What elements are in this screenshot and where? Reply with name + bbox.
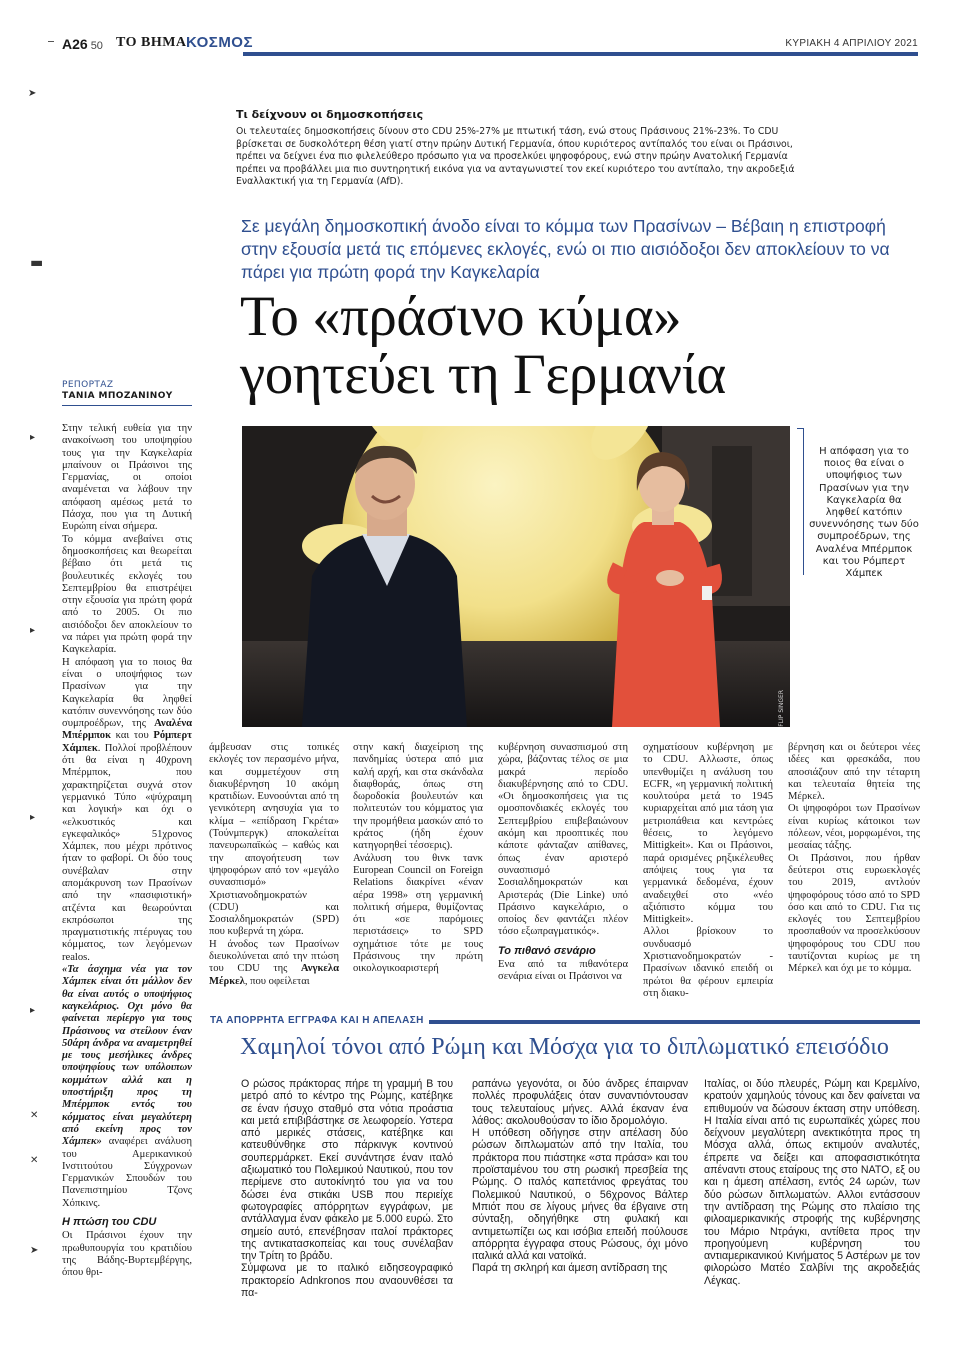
margin-mark: ▸ xyxy=(30,625,36,636)
person-name: Ανγκελα Μέρκελ xyxy=(209,963,339,987)
paragraph: ραπάνω γεγονότα, οι δύο άνδρες έπαιρναν πολλές προφυλάξεις όταν συναντιόντουσαν τους τελευταίους μήνες. Αλλά έκαναν ένα λάθος: ακολουθούσαν το ίδιο δρομολόγιο. xyxy=(472,1078,688,1127)
header-rule xyxy=(243,52,918,56)
article-column-3 xyxy=(353,742,483,976)
article-column-1 xyxy=(62,423,192,1279)
poll-box-text: Οι τελευταίες δημοσκοπήσεις δίνουν στο CDU 25%-27% με πτωτική τάση, ενώ στους Πράσινους 21%-23%. Το CDU βρίσκεται σε δυσκολότερη θέση γιατί στην πρώην Δυτική Γερμανία, όπου κυριότερος αντίπαλός του είναι οι Πράσινοι, πρέπει να δείχνει ένα πιο φιλελεύθερο πρόσωπο για να προσελκύει ψηφοφόρους, ενώ στην πρώην Ανατολική Γερμανία πρέπει να προβάλλει μια πιο συντηρητική εικόνα για να ανταγωνιστεί τον εκεί κυριότερο του αντίπαλο, την ακροδεξιά Εναλλακτική για τη Γερμανία (AfD). xyxy=(236,126,795,188)
paragraph: σχηματίσουν κυβέρνηση με το CDU. Αλλωστε, όπως υπενθυμίζει η ανάλυση του ECFR, «η γερμανική πολιτική κουλτούρα μετά το 1945 κυριαρχείται από μια τάση για μετριοπάθεια και κεντρώες θέσεις, το λεγόμενο Mittigkeit». Και οι Πράσινοι, παρά ορισμένες ρηξικέλευθες απόψεις τους για τα γερμανικά δεδομένα, έχουν αναδειχθεί στο «νέο αξιόπιστο κόμμα του Mittigkeit». xyxy=(643,742,773,926)
paragraph: Ιταλίας, οι δύο πλευρές, Ρώμη και Κρεμλίνο, κρατούν χαμηλούς τόνους και δεν φαίνεται να επιθυμούν να δώσουν έκταση στην υπόθεση. Η Ιταλία είναι από τις ευρωπαϊκές χώρες που δείχνουν μεγαλύτερη ανεκτικότητα προς τη Μόσχα αλλά, όπως εκτιμούν αναλυτές, έπρεπε να δείξει και αποφασιστικότητα απέναντι στους εταίρους της στο ΝΑΤΟ, εξ ου και η άμεση απέλαση, εντός 24 ωρών, των δύο ρώσων διπλωματών. Αλλοι εντάσσουν την αντίδραση της Ρώμης στο πλαίσιο της φιλοαμερικανικής στροφής της κυβέρνησης του Μάριο Ντράγκι, αντίθετα προς την προηγούμενη κυβέρνηση του αντιαμερικανικού Κινήματος 5 Αστέρων με τον φιλορώσο Ματέο Σαλβίνι της ακροδεξιάς Λέγκας. xyxy=(704,1078,920,1287)
margin-mark: ✕ xyxy=(30,1155,39,1166)
caption-bracket xyxy=(797,428,804,575)
subheading: Το πιθανό σενάριο xyxy=(498,944,596,957)
headline-line-2: γοητεύει τη Γερμανία xyxy=(240,343,726,406)
paragraph: Το κόμμα ανεβαίνει στις δημοσκοπήσεις και θεωρείται βέβαιο ότι μετά τις βουλευτικές εκλογές του Σεπτεμβρίου θα επιστρέψει στην εξουσία για πρώτη φορά από το 2005. Οι πιο αισιόδοξοι δεν αποκλείουν το να πάρει για πρώτη φορά την Καγκελαρία. xyxy=(62,533,192,656)
person-name: Αναλένα Μπέρμποκ xyxy=(62,718,192,742)
paragraph: βέρνηση και οι δεύτεροι νέες ιδέες και φρεσκάδα, που αποσιάζουν από την τέταρτη και τελευταία θητεία της Μέρκελ. xyxy=(788,742,920,803)
photo-illustration xyxy=(242,426,790,727)
person-name: Ρόμπερτ Χάμπεκ xyxy=(62,730,192,754)
photo-caption: Η απόφαση για το ποιος θα είναι ο υποψήφιος των Πρασίνων για την Καγκελαρία θα ληφθεί κατόπιν συνεννόησης των δύο συμπροέδρων, της Αναλένα Μπέρμποκ και του Ρόμπερτ Χάμπεκ xyxy=(809,446,919,580)
second-article-column-3 xyxy=(704,1078,920,1287)
margin-mark: ➤ xyxy=(30,1245,39,1256)
margin-mark: ➤ xyxy=(28,88,37,99)
margin-mark: ▸ xyxy=(30,812,36,823)
second-article-column-2 xyxy=(472,1078,688,1275)
paragraph: Στην τελική ευθεία για την ανακοίνωση του υποψηφίου τους για την Καγκελαρία μπαίνουν οι Πράσινοι της Γερμανίας, οι οποίοι αναμένεται να λάβουν την απόφαση αμέσως μετά το Πάσχα, που για τη Δυτική Ευρώπη είναι σήμερα. xyxy=(62,423,192,533)
byline-rule xyxy=(62,405,192,406)
margin-mark: ✕ xyxy=(30,1110,39,1121)
paragraph: Οι Πράσινοι, που ήρθαν δεύτεροι στις ευρωεκλογές του 2019, αντλούν ψηφοφόρους τόσο από το SPD όσο και από το CDU. Για τις εκλογές του Σεπτεμβρίου προσπαθούν να προσελκύσουν ψηφοφόρους του CDU που ταυτίζονται κυρίως με τη Μέρκελ και όχι με το κόμμα. xyxy=(788,852,920,975)
paragraph: Ο ρώσος πράκτορας πήρε τη γραμμή Β του μετρό από το κέντρο της Ρώμης, κατέβηκε σε έναν ήσυχο σταθμό στα νότια προάστια και μετά επιβιβάστηκε σε λεωφορείο. Υστερα από μερικές στάσεις, κατέβηκε και κατευθύνθηκε στο πάρκινγκ κοντινού σουπερμάρκετ. Εκεί συνάντησε έναν ιταλό αξιωματικό του Πολεμικού Ναυτικού, που τον περίμενε στο αυτοκίνητό του για να του δώσει ένα στικάκι USB που περιείχε φωτογραφίες απόρρητων εγγράφων, με αντάλλαγμα έναν φάκελο με 5.000 ευρώ. Στο σημείο αυτό, επενέβησαν ιταλοί πράκτορες της αντικατασκοπείας και τους συνέλαβαν την Τρίτη το βράδυ. xyxy=(241,1078,453,1263)
byline-name: ΤΑΝΙΑ ΜΠΟΖΑΝΙΝΟΥ xyxy=(62,391,173,401)
second-article-kicker: ΤΑ ΑΠΟΡΡΗΤΑ ΕΓΓΡΑΦΑ ΚΑΙ Η ΑΠΕΛΑΣΗ xyxy=(207,1015,429,1026)
margin-mark: ▸ xyxy=(30,1005,36,1016)
paragraph: Ενα από τα πιθανότερα σενάρια είναι οι Πράσινοι να xyxy=(498,959,628,983)
newspaper-name: ΤΟ ΒΗΜΑ xyxy=(116,35,187,50)
photo-credit: FLIP SINGER xyxy=(778,690,785,727)
article-photo xyxy=(242,426,790,727)
article-subtitle: Σε μεγάλη δημοσκοπική άνοδο είναι το κόμμα των Πρασίνων – Βέβαιη η επιστροφή στην εξουσία μετά τις επόμενες εκλογές, ενώ οι πιο αισιόδοξοι δεν αποκλείουν το να πάρει για πρώτη φορά την Καγκελαρία xyxy=(241,216,890,282)
paragraph: στην κακή διαχείριση της πανδημίας ύστερα από μια καλή αρχή, και στα σκάνδαλα διαφθοράς, όπως στη δωροδοκία βουλευτών και πολιτευτών του κόμματος για την προμήθεια μασκών από το κράτος (ήδη έχουν κατηγορηθεί τέσσερις). xyxy=(353,742,483,852)
section-name: ΚΟΣΜΟΣ xyxy=(186,34,253,51)
page-number: A26 50 xyxy=(62,36,103,52)
article-column-6 xyxy=(788,742,920,976)
second-article-column-1 xyxy=(241,1078,453,1299)
issue-date: ΚΥΡΙΑΚΗ 4 ΑΠΡΙΛΙΟΥ 2021 xyxy=(785,38,918,49)
paragraph: Αλλοι βρίσκουν το συνδυασμό Χριστιανοδημοκρατών - Πρασίνων ιδανικό επειδή οι πρώτοι θα φέρουν εμπειρία στη διακυ- xyxy=(643,926,773,999)
article-headline xyxy=(240,285,930,406)
paragraph: Οι ψηφοφόροι των Πρασίνων είναι κυρίως κάτοικοι των πόλεων, νέοι, μορφωμένοι, της μεσαίας τάξης. xyxy=(788,803,920,852)
paragraph: Παρά τη σκληρή και άμεση αντίδραση της xyxy=(472,1262,668,1275)
margin-mark xyxy=(48,41,54,42)
paragraph: Οι Πράσινοι έχουν την πρωθυπουργία του κρατιδίου της Βάδης-Βυρτεμβέργης, όπου θρι- xyxy=(62,1230,192,1279)
margin-mark: ▸ xyxy=(30,432,36,443)
paragraph: Η υπόθεση οδήγησε στην απέλαση δύο ρώσων διπλωματών από την Ιταλία, του πράκτορα που πιάστηκε «στα πράσα» και του προϊσταμένου του στη ρωσική πρεσβεία της Ρώμης. Ο ιταλός καπετάνιος φρεγάτας του Πολεμικού Ναυτικού, ο 56χρονος Βάλτερ Μπιότ που σε λίγους μήνες θα έβγαινε στη σύνταξη, οδηγήθηκε στη φυλακή και αντιμετωπίζει ως και ισόβια επειδή πούλουσε απόρρητα έγγραφα στους Ρώσους, όχι μόνο ιταλικά αλλά και νατοϊκά. xyxy=(472,1127,688,1263)
paragraph: κυβέρνηση συνασπισμού στη χώρα, βάζοντας τέλος σε μια μακρά περίοδο διακυβέρνησης από το CDU. «Οι δημοσκοπήσεις για τις ομοσπονδιακές εκλογές του Σεπτεμβρίου επιβεβαιώνουν ακόμη και προοπτικές που κάποτε φάνταζαν απίθανες, όπως έναν αριστερό συνασπισμό Σοσιαλδημοκρατών και Αριστεράς (Die Linke) υπό Πράσινο καγκελάριο, ο οποίος δεν φαντάζει πλέον τόσο εξωπραγματικός». xyxy=(498,742,628,938)
paragraph: Σύμφωνα με το ιταλικό ειδησεογραφικό πρακτορείο Adnkronos που αναουνθέσει τα πα- xyxy=(241,1262,453,1300)
margin-mark: ▬ xyxy=(30,255,44,271)
article-column-5 xyxy=(643,742,773,1000)
paragraph: άμβευσαν στις τοπικές εκλογές τον περασμένο μήνα, και συμμετέχουν στη διακυβέρνηση 10 ακόμη κρατιδίων. Ευνοούνται από τη γενικότερη ανησυχία για το κλίμα – «επίδραση Γκρέτα» (Τούνμπεργκ) αποκαλείται πανευρωπαϊκώς – καθώς και την απογοήτευση των ψηφοφόρων από τον «μεγάλο συνασπισμό» Χριστιανοδημοκρατών (CDU) και Σοσιαλδημοκρατών (SPD) που κυβερνά τη χώρα. xyxy=(209,742,339,938)
subheading: Η πτώση του CDU xyxy=(62,1216,157,1228)
byline-label: ΡΕΠΟΡΤΑΖ xyxy=(62,380,114,390)
article-column-4 xyxy=(498,742,628,984)
article-column-2 xyxy=(209,742,339,988)
paragraph: Η άνοδος των Πρασίνων διευκολύνεται από την πτώση του CDU της Ανγκελα Μέρκελ, που οφείλεται xyxy=(209,938,339,987)
paragraph: Η απόφαση για το ποιος θα είναι ο υποψήφιος των Πρασίνων για την Καγκελαρία θα ληφθεί κατόπιν συνεννόησης των δύο συμπροέδρων, της Αναλένα Μπέρμποκ και του Ρόμπερτ Χάμπεκ. Πολλοί προβλέπουν ότι θα είναι η 40χρονη Μπέρμποκ, που χαρακτηρίζεται συχνά στον γερμανικό Τύπο «ψύχραιμη και λογική» και όχι ο «ελκυστικός και εγκεφαλικός» 51χρονος Χάμπεκ, που μέχρι πρότινος ήταν το φαβορί. Οι δύο τους συνέβαλαν στην απομάκρυνση των Πρασίνων από την «πασιφιστική» ατζέντα και θεωρούνται εκπρόσωποι της πραγματιστικής πτέρυγας του κόμματος, των λεγόμενων realos. xyxy=(62,656,192,963)
second-article-headline: Χαμηλοί τόνοι από Ρώμη και Μόσχα για το διπλωματικό επεισόδιο xyxy=(240,1034,889,1060)
paragraph: «Τα άσχημα νέα για τον Χάμπεκ είναι ότι μάλλον δεν θα είναι αυτός ο υποψήφιος καγκελάριος. Οχι μόνο θα φαίνεται περίεργο για τους Πράσινους να στείλουν έναν 50άρη άνδρα να αναμετρηθεί με τους μεσήλικες άνδρες υποψηφίους των υπόλοιπων κομμάτων αλλά και η υποστήριξη προς τη Μπέρμποκ εντός του κόμματος είναι μεγαλύτερη από εκείνη προς τον Χάμπεκ» αναφέρει ανάλυση του Αμερικανικού Ινστιτούτου Σύγχρονων Γερμανικών Σπουδών του Πανεπιστημίου Τζονς Χόπκινς. xyxy=(62,964,192,1209)
headline-line-1: Το «πράσινο κύμα» xyxy=(240,285,682,348)
quote: «Τα άσχημα νέα για τον Χάμπεκ είναι ότι μάλλον δεν θα είναι αυτός ο υποψήφιος καγκελάριος. Οχι μόνο θα φαίνεται περίεργο για τους Πράσινους να στείλουν έναν 50άρη άνδρα να αναμετρηθεί με τους μεσήλικες άνδρες υποψηφίους των υπόλοιπων κομμάτων αλλά και η υποστήριξη προς τη Μπέρμποκ εντός του κόμματος είναι μεγαλύτερη από εκείνη προς τον Χάμπεκ» xyxy=(62,964,192,1148)
poll-box-title: Τι δείχνουν οι δημοσκοπήσεις xyxy=(236,108,424,121)
paragraph: Ανάλυση του θινκ τανκ European Council on Foreign Relations διακρίνει «έναν αέρα 1998» στη γερμανική πολιτική σήμερα, θυμίζοντας ότι «σε παρόμοιες περιστάσεις» το SPD σχημάτισε τότε με τους Πράσινους την πρώτη οικολογικοαριστερή xyxy=(353,852,483,975)
